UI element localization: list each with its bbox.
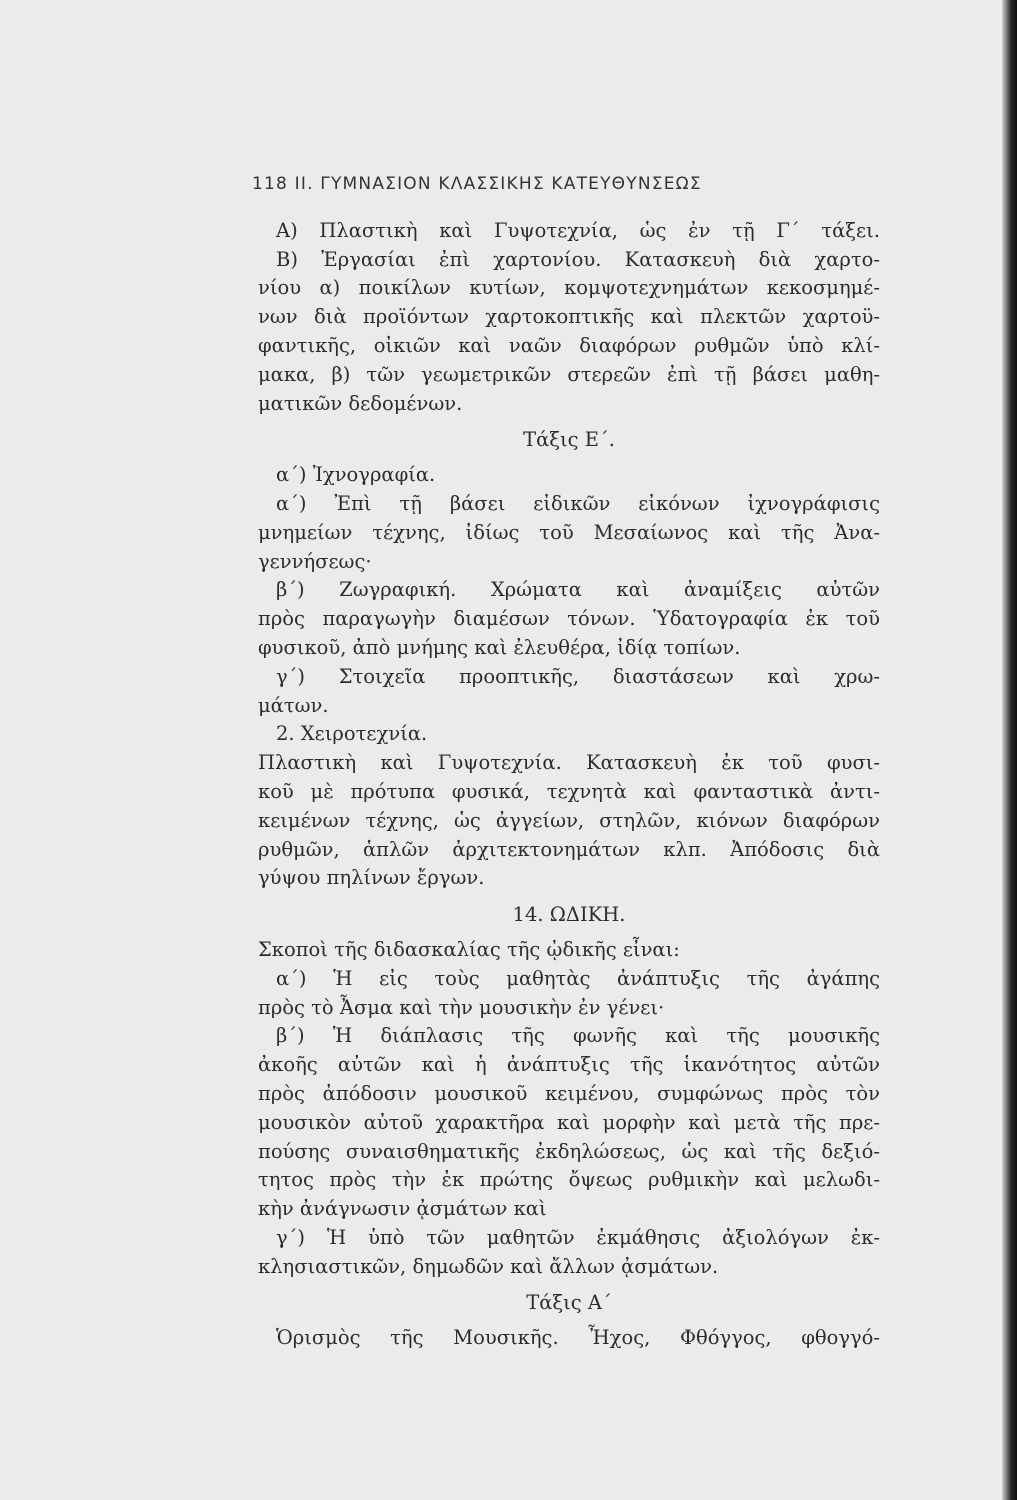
text-line: α΄) Ἡ εἰς τοὺς μαθητὰς ἀνάπτυξις τῆς ἀγάπης: [276, 966, 880, 990]
text-line: β΄) Ἡ διάπλασις τῆς φωνῆς καὶ τῆς μουσικῆς: [276, 1024, 880, 1048]
text-line: Ὁρισμὸς τῆς Μουσικῆς. Ἦχος, Φθόγγος, φθογγό-: [276, 1326, 880, 1350]
text-line: Πλαστικὴ καὶ Γυψοτεχνία. Κατασκευὴ ἐκ τοῦ φυσι-: [258, 751, 880, 775]
text-line: Β) Ἐργασίαι ἐπὶ χαρτονίου. Κατασκευὴ διὰ χαρτο-: [276, 247, 880, 271]
text-line: Σκοποὶ τῆς διδασκαλίας τῆς ᾠδικῆς εἶναι:: [258, 937, 680, 961]
text-line: νων διὰ προϊόντων χαρτοκοπτικῆς καὶ πλεκτῶν χαρτοϋ-: [258, 305, 880, 329]
text-line: ματικῶν δεδομένων.: [258, 391, 463, 415]
text-line: γ΄) Ἡ ὑπὸ τῶν μαθητῶν ἐκμάθησις ἀξιολόγων ἐκ-: [276, 1225, 880, 1249]
page-edge: [1002, 0, 1017, 1500]
text-line: μακα, β) τῶν γεωμετρικῶν στερεῶν ἐπὶ τῇ βάσει μαθη-: [258, 362, 880, 386]
text-line: Τάξις Α΄: [526, 1291, 612, 1315]
text-line: μνημείων τέχνης, ἰδίως τοῦ Μεσαίωνος καὶ τῆς Ἀνα-: [258, 520, 880, 544]
text-line: πρὸς ἀπόδοσιν μουσικοῦ κειμένου, συμφώνως πρὸς τὸν: [258, 1081, 880, 1105]
text-line: πούσης συναισθηματικῆς ἐκδηλώσεως, ὡς καὶ τῆς δεξιό-: [258, 1139, 880, 1163]
text-line: Τάξις Ε΄.: [523, 428, 615, 452]
text-line: 14. ΩΔΙΚΗ.: [512, 903, 626, 927]
text-line: τητος πρὸς τὴν ἐκ πρώτης ὄψεως ρυθμικὴν καὶ μελωδι-: [258, 1168, 880, 1192]
text-line: ρυθμῶν, ἁπλῶν ἀρχιτεκτονημάτων κλπ. Ἀπόδοσις διὰ: [258, 837, 880, 861]
running-header: 118 II. ΓΥΜΝΑΣΙΟΝ ΚΛΑΣΣΙΚΗΣ ΚΑΤΕΥΘΥΝΣΕΩΣ: [252, 174, 702, 194]
page-text: [252, 170, 880, 1353]
text-line: γεννήσεως·: [258, 549, 372, 573]
text-line: α΄) Ἰχνογραφία.: [276, 463, 436, 487]
text-line: κὴν ἀνάγνωσιν ᾀσμάτων καὶ: [258, 1197, 547, 1221]
text-line: κλησιαστικῶν, δημωδῶν καὶ ἄλλων ᾀσμάτων.: [258, 1254, 719, 1278]
text-line: γύψου πηλίνων ἔργων.: [258, 866, 485, 890]
text-line: φυσικοῦ, ἀπὸ μνήμης καὶ ἐλευθέρα, ἰδίᾳ τοπίων.: [258, 635, 741, 659]
text-line: α΄) Ἐπὶ τῇ βάσει εἰδικῶν εἰκόνων ἰχνογράφισις: [276, 491, 880, 515]
text-line: 2. Χειροτεχνία.: [276, 722, 428, 746]
text-line: μουσικὸν αὐτοῦ χαρακτῆρα καὶ μορφὴν καὶ μετὰ τῆς πρε-: [258, 1110, 880, 1134]
text-line: Α) Πλαστικὴ καὶ Γυψοτεχνία, ὡς ἐν τῇ Γ΄ τάξει.: [276, 218, 880, 242]
text-line: πρὸς τὸ Ἆσμα καὶ τὴν μουσικὴν ἐν γένει·: [258, 995, 665, 1019]
text-line: κειμένων τέχνης, ὡς ἀγγείων, στηλῶν, κιόνων διαφόρων: [258, 808, 880, 832]
text-line: β΄) Ζωγραφική. Χρώματα καὶ ἀναμίξεις αὐτῶν: [276, 578, 880, 602]
text-line: ἀκοῆς αὐτῶν καὶ ἡ ἀνάπτυξις τῆς ἱκανότητος αὐτῶν: [258, 1053, 880, 1077]
text-line: γ΄) Στοιχεῖα προοπτικῆς, διαστάσεων καὶ χρω-: [276, 664, 880, 688]
text-line: νίου α) ποικίλων κυτίων, κομψοτεχνημάτων κεκοσμημέ-: [258, 276, 880, 300]
text-line: κοῦ μὲ πρότυπα φυσικά, τεχνητὰ καὶ φανταστικὰ ἀντι-: [258, 779, 880, 803]
text-line: φαντικῆς, οἰκιῶν καὶ ναῶν διαφόρων ρυθμῶν ὑπὸ κλί-: [258, 333, 880, 357]
body-lines: [258, 217, 880, 1353]
text-line: μάτων.: [258, 693, 329, 717]
text-line: πρὸς παραγωγὴν διαμέσων τόνων. Ὑδατογραφία ἐκ τοῦ: [258, 607, 880, 631]
